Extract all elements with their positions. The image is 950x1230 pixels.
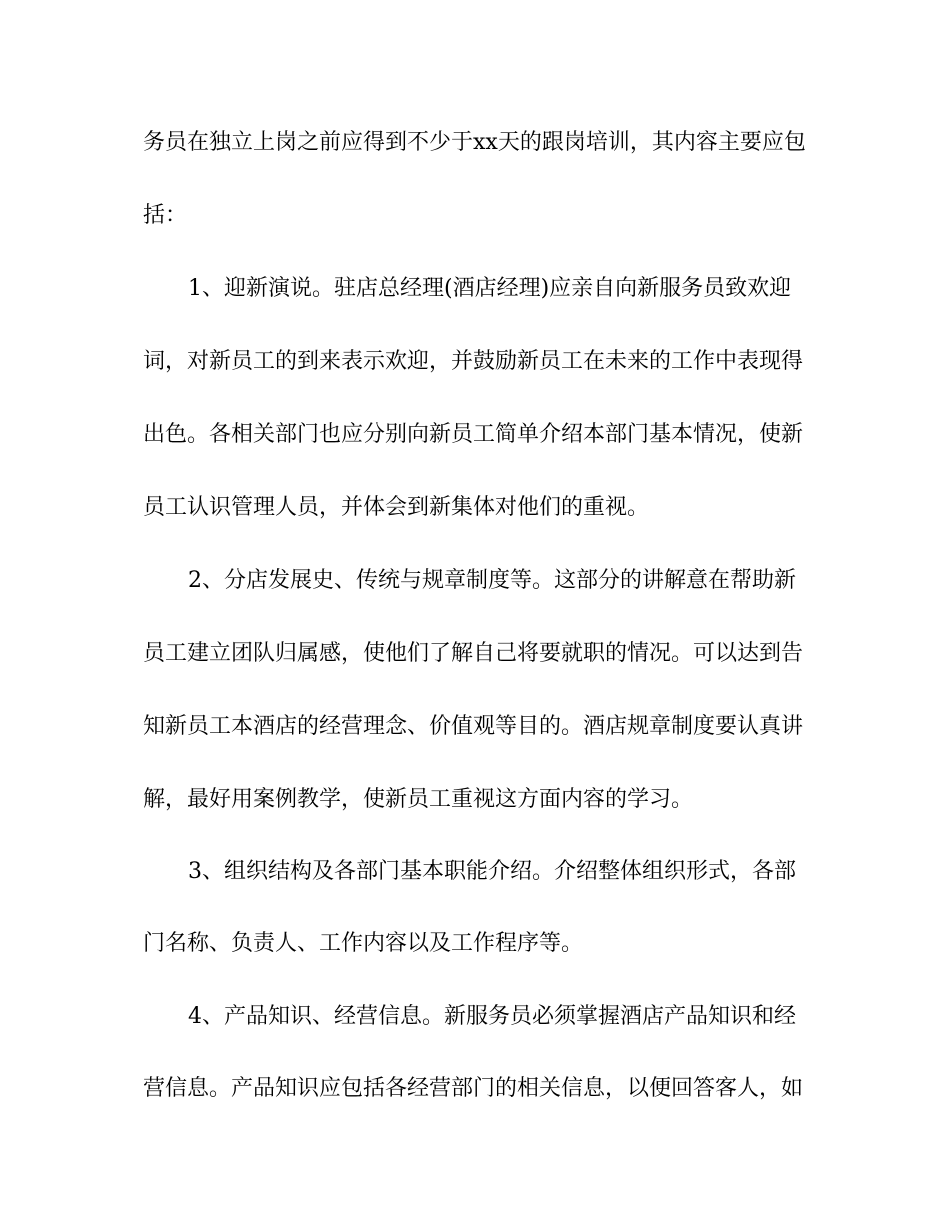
paragraph-1-start: 1、迎新演说。驻店总经理(酒店经理)应亲自向新服务员致欢迎 xyxy=(188,276,792,301)
text-line: 务员在独立上岗之前应得到不少于xx天的跟岗培训，其内容主要应包 xyxy=(143,130,806,155)
text-line: 营信息。产品知识应包括各经营部门的相关信息，以便回答客人，如 xyxy=(143,1076,804,1101)
text-line: 门名称、负责人、工作内容以及工作程序等。 xyxy=(143,931,584,956)
text-line: 词，对新员工的到来表示欢迎，并鼓励新员工在未来的工作中表现得 xyxy=(143,349,804,374)
text-line: 知新员工本酒店的经营理念、价值观等目的。酒店规章制度要认真讲 xyxy=(143,714,804,739)
text-line: 括： xyxy=(143,203,188,228)
text-line: 员工认识管理人员，并体会到新集体对他们的重视。 xyxy=(143,495,650,520)
text-line: 解，最好用案例教学，使新员工重视这方面内容的学习。 xyxy=(143,787,694,812)
paragraph-3-start: 3、组织结构及各部门基本职能介绍。介绍整体组织形式，各部 xyxy=(188,859,796,884)
text-line: 员工建立团队归属感，使他们了解自己将要就职的情况。可以达到告 xyxy=(143,641,804,666)
paragraph-4-start: 4、产品知识、经营信息。新服务员必须掌握酒店产品知识和经 xyxy=(188,1004,796,1029)
paragraph-2-start: 2、分店发展史、传统与规章制度等。这部分的讲解意在帮助新 xyxy=(188,568,796,593)
text-line: 出色。各相关部门也应分别向新员工简单介绍本部门基本情况，使新 xyxy=(143,422,804,447)
